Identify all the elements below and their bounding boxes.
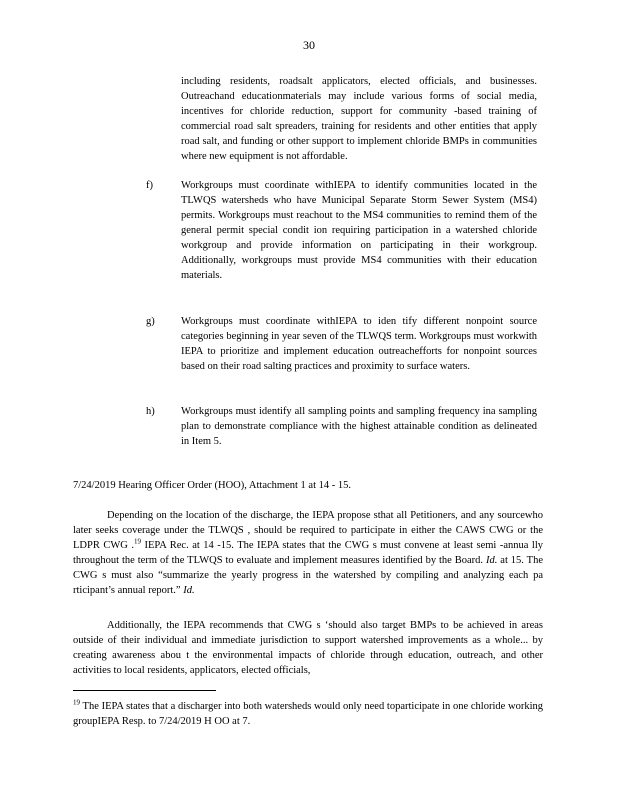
body-paragraph-2 [73,618,543,678]
paragraph-text: Additionally, the IEPA recommends that CWG s ‘should also target BMPs to be achieved in areas outside of their individual and immediate jurisdiction to support watershed improvements as a whole... by creating awareness abou t the environmental impacts of chloride through education, outreach, and other activities to local residents, applicators, elected officials, [73,620,543,676]
page-number: 30 [303,38,315,52]
continuation-paragraph: including residents, roadsalt applicators, elected officials, and businesses. Outreachand educationmaterials may include various forms of social media, incentives for chloride reduction, support for community -based training of commercial road salt spreaders, training for residents and other entities that apply road salt, and funding or other support to implement chloride BMPs in communities where new equipment is not affordable. [181,76,537,162]
footnote-divider [73,690,216,691]
footnote-number: 19 [73,698,80,707]
list-item-label: g) [146,316,155,327]
footnote [73,699,543,729]
id-citation: Id. [183,585,195,596]
list-item-label: f) [146,180,153,191]
paragraph-text: IEPA Rec. at 14 -15. The IEPA states that the CWG s must convene at least semi -annua lly throughout the term of the TLWQS to evaluate and implement measures identified by the Board. [73,540,543,566]
paragraph-text: at 15. The CWG s must also “summarize the yearly progress in the watershed by compiling and analyzing each pa rticipant’s annual report.” [73,555,544,596]
body-paragraph-1 [73,508,543,598]
paragraph-text: Depending on the location of the discharge, the IEPA propose sthat all Petitioners, and any sourcewho later seeks coverage under the TLWQS , should be required to participate in either the CAWS CWG or the LDPR CWG . [73,510,543,551]
list-item-text: Workgroups must coordinate withIEPA to identify communities located in the TLWQS watersheds who have Municipal Separate Storm Sewer System (MS4) permits. Workgroups must reachout to the MS4 communities to remind them of the general permit special condit ion requiring participation in a watershed chloride workgroup and provide information on participating in their workgroup. Additionally, workgroups must provide MS4 communities with their education materials. [181,180,537,281]
id-citation: Id. [486,555,498,566]
list-item-text: Workgroups must coordinate withIEPA to iden tify different nonpoint source categories beginning in year seven of the TLWQS term. Workgroups must workwith IEPA to prioritize and implement education outreachefforts for nonpoint sources based on their road salting practices and proximity to surface waters. [181,316,537,372]
footnote-reference: 19 [133,537,141,546]
list-item-label: h) [146,406,155,417]
source-citation: 7/24/2019 Hearing Officer Order (HOO), Attachment 1 at 14 - 15. [73,480,351,491]
footnote-text: The IEPA states that a discharger into both watersheds would only need toparticipate in one chloride working groupIEPA Resp. to 7/24/2019 H OO at 7. [73,701,543,727]
list-item-text: Workgroups must identify all sampling points and sampling frequency ina sampling plan to demonstrate compliance with the highest attainable condition as delineated in Item 5. [181,406,537,447]
